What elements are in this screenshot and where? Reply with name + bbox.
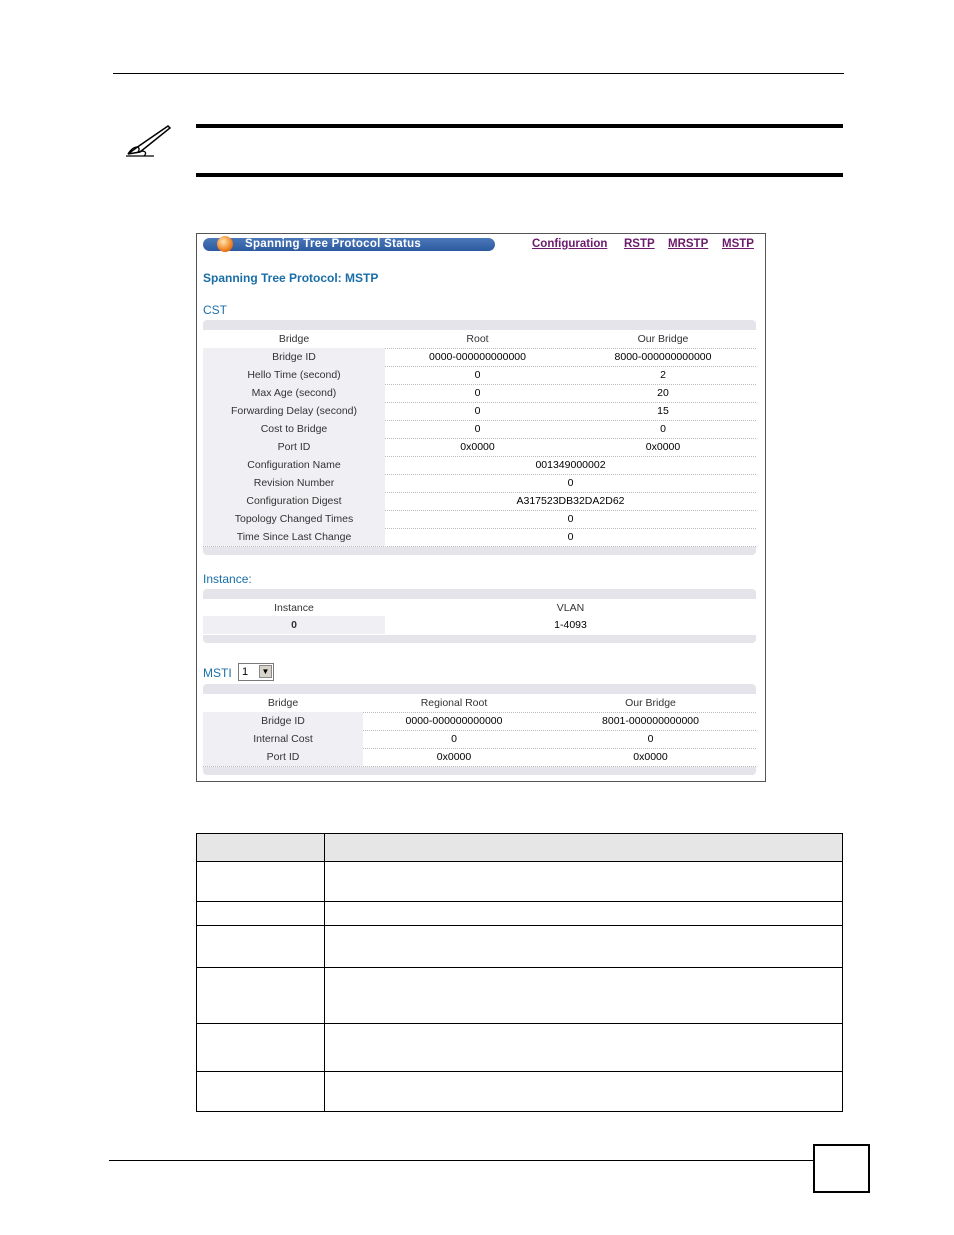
vlan-value: 1-4093 [554,619,587,631]
row-label: Topology Changed Times [203,510,385,528]
col-header: Root [466,333,489,345]
table-header-row [196,833,843,862]
span-value: 0 [567,531,574,543]
msti-header-row [203,694,756,713]
table-row [203,528,756,547]
our-bridge-value: 0x0000 [633,751,668,763]
row-label: Bridge ID [203,348,385,366]
our-bridge-value: 0x0000 [645,441,681,453]
table-row [203,402,756,421]
table-row [203,474,756,493]
row-label: Cost to Bridge [203,420,385,438]
instance-table-top [203,589,756,599]
col-header: Instance [274,602,314,614]
note-rule-top [196,124,843,128]
table-row [203,438,756,457]
instance-header-row [203,599,756,617]
instance-table-bottom [203,635,756,643]
row-label: Forwarding Delay (second) [203,402,385,420]
mrstp-link[interactable]: MRSTP [668,238,709,250]
row-label: Port ID [203,748,363,766]
instance-value: 0 [203,616,385,634]
span-value: 001349000002 [535,459,606,471]
our-bridge-value: 8000-000000000000 [614,351,712,363]
our-bridge-value: 2 [660,369,666,381]
row-label: Configuration Name [203,456,385,474]
table-row [196,1071,843,1112]
description-table [196,833,843,1112]
regional-root-value: 0000-000000000000 [405,715,503,727]
table-row [203,712,756,731]
stp-status-panel [196,233,766,782]
panel-title: Spanning Tree Protocol Status [245,238,422,250]
span-value: 0 [567,477,574,489]
table-row [196,861,843,902]
instance-row [203,616,756,634]
our-bridge-value: 20 [657,387,669,399]
mstp-link[interactable]: MSTP [722,238,754,250]
root-value: 0 [474,369,481,381]
table-row [196,967,843,1024]
instance-heading: Instance: [203,572,252,586]
row-label: Time Since Last Change [203,528,385,546]
note-rule-bottom [196,173,843,177]
col-header: Bridge [267,697,299,709]
table-row [203,730,756,749]
title-bar [203,238,495,251]
table-row [196,901,843,926]
our-bridge-value: 8001-000000000000 [602,715,699,727]
table-row [203,456,756,475]
our-bridge-value: 0 [647,733,654,745]
cst-table-top [203,320,756,330]
status-orb-icon [217,236,233,252]
protocol-heading: Spanning Tree Protocol: MSTP [203,271,379,285]
configuration-link[interactable]: Configuration [532,238,608,250]
root-value: 0 [474,387,481,399]
col-header: Our Bridge [625,697,676,709]
row-label: Revision Number [203,474,385,492]
col-header: VLAN [556,602,585,614]
root-value: 0x0000 [460,441,495,453]
our-bridge-value: 0 [660,423,666,435]
table-row [203,420,756,439]
row-label: Configuration Digest [203,492,385,510]
column-divider [324,833,325,1112]
msti-select[interactable] [238,663,274,681]
cst-table-bottom [203,547,756,555]
col-header: Bridge [278,333,310,345]
root-value: 0 [474,405,481,417]
chevron-down-icon[interactable]: ▼ [259,665,272,678]
msti-selected-value: 1 [242,666,249,678]
table-row [203,492,756,511]
root-value: 0000-000000000000 [429,351,526,363]
regional-root-value: 0 [451,733,457,745]
our-bridge-value: 15 [657,405,669,417]
root-value: 0 [474,423,481,435]
note-icon [124,122,174,158]
table-row [203,348,756,367]
row-label: Hello Time (second) [203,366,385,384]
row-label: Max Age (second) [203,384,385,402]
table-row [203,510,756,529]
row-label: Internal Cost [203,730,363,748]
msti-table-bottom [203,767,756,775]
col-header: Regional Root [420,697,488,709]
cst-header-row [203,330,756,349]
row-label: Bridge ID [203,712,363,730]
page-number-box [813,1144,870,1193]
row-label: Port ID [203,438,385,456]
table-row [196,925,843,968]
header-rule [113,73,844,74]
rstp-link[interactable]: RSTP [624,238,655,250]
msti-table-top [203,684,756,694]
msti-label: MSTI [203,666,232,680]
table-row [203,366,756,385]
span-value: 0 [567,513,574,525]
cst-heading: CST [203,303,227,317]
table-row [203,748,756,767]
regional-root-value: 0x0000 [436,751,472,763]
table-row [196,1023,843,1072]
col-header: Our Bridge [637,333,689,345]
table-row [203,384,756,403]
span-value: A317523DB32DA2D62 [516,495,625,507]
footer-rule [109,1160,814,1161]
